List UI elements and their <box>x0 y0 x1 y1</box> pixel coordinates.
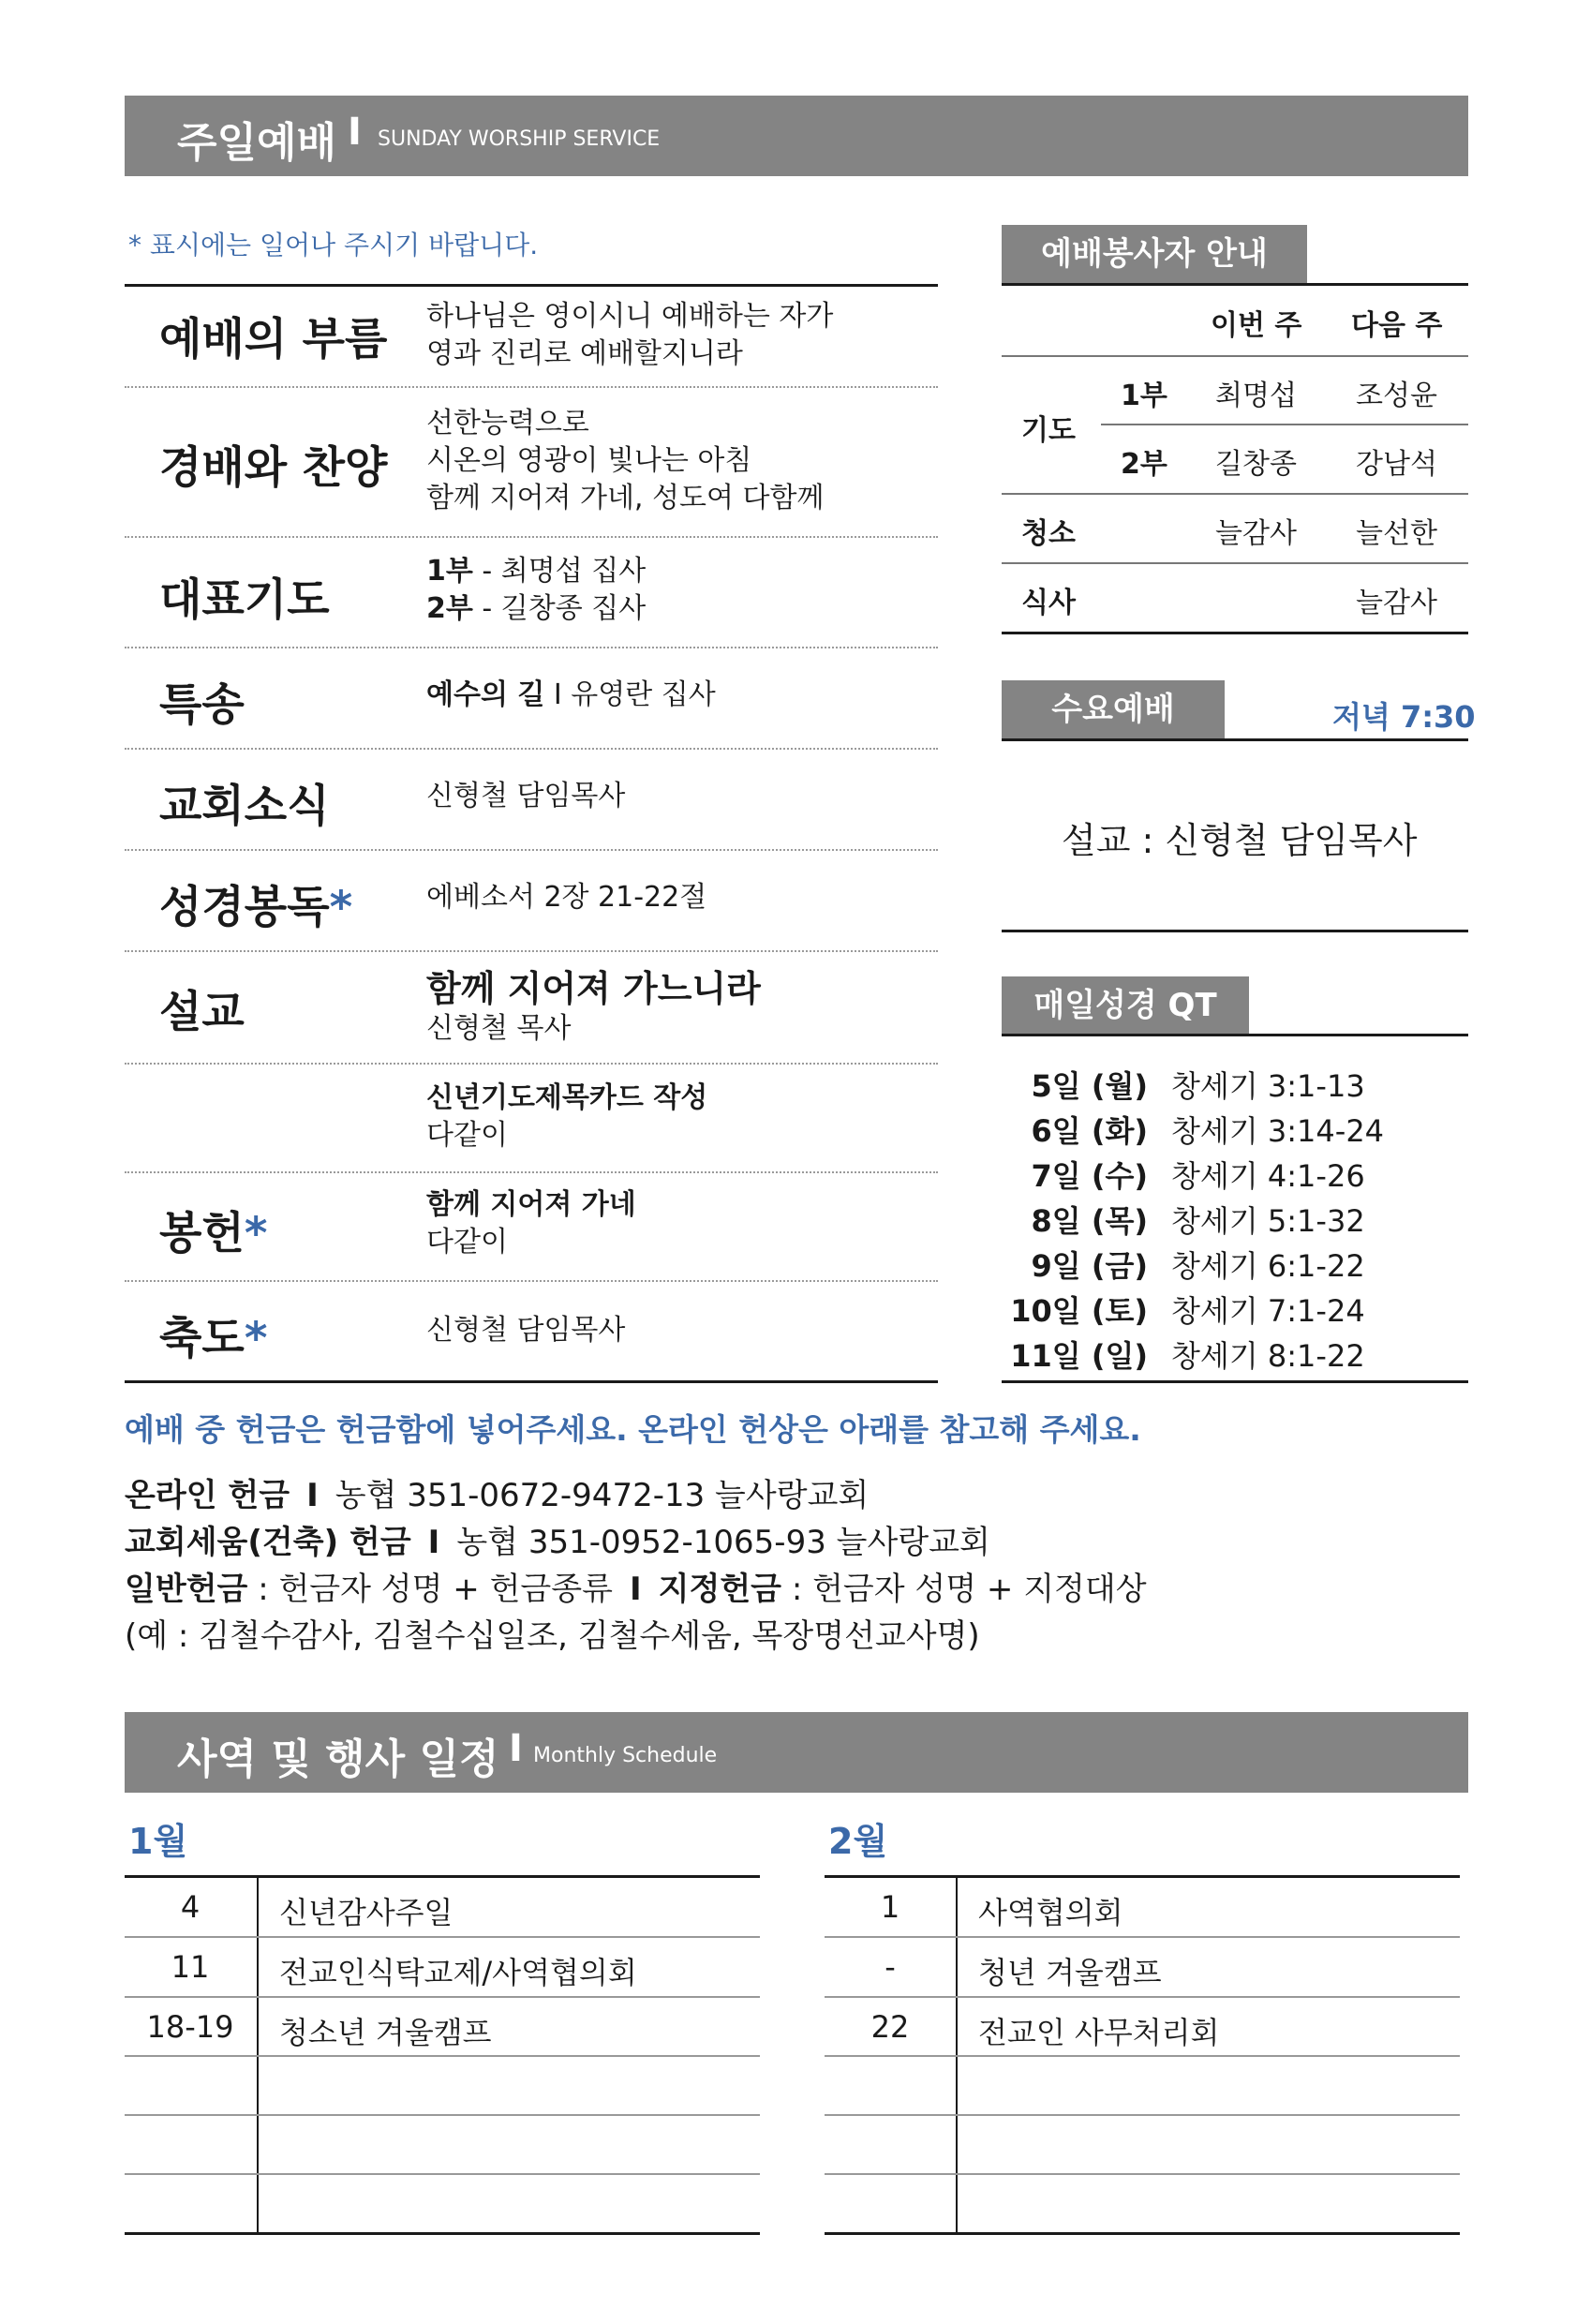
qt-ref: 창세기 4:1-26 <box>1171 1158 1365 1194</box>
title-separator: I <box>509 1727 523 1770</box>
schedule-title: 사역 및 행사 일정 <box>177 1736 499 1783</box>
offering-example: (예 : 김철수감사, 김철수십일조, 김철수세움, 목장명선교사명) <box>125 1617 980 1655</box>
rule <box>125 2055 760 2057</box>
order-title: 교회소식 <box>159 781 330 832</box>
order-body <box>426 778 625 815</box>
jan-date: 18-19 <box>146 2009 234 2045</box>
divider <box>125 647 938 648</box>
order-title: 설교 <box>159 987 245 1038</box>
rule <box>825 1996 1460 1998</box>
divider <box>125 1171 938 1173</box>
order-line: 함께 지어져 가네, 성도여 다함께 <box>426 482 825 514</box>
qt-ref: 창세기 8:1-22 <box>1171 1338 1365 1374</box>
rule <box>825 1936 1460 1938</box>
month-jan: 1월 <box>128 1821 188 1862</box>
jan-event: 신년감사주일 <box>279 1895 453 1930</box>
offering-notice: 예배 중 헌금은 헌금함에 넣어주세요. 온라인 헌상은 아래를 참고해 주세요. <box>125 1411 1141 1448</box>
schedule-title-en: Monthly Schedule <box>533 1744 718 1767</box>
sermon-title: 함께 지어져 가느니라 <box>426 968 761 1009</box>
feb-date: 1 <box>880 1889 900 1925</box>
qt-day: 6일 (화) <box>1031 1113 1148 1149</box>
month-feb: 2월 <box>828 1821 888 1862</box>
order-body <box>426 1186 636 1261</box>
qt-ref: 창세기 6:1-22 <box>1171 1248 1365 1284</box>
divider <box>125 1063 938 1065</box>
qt-day: 9일 (금) <box>1031 1248 1148 1284</box>
qt-top-rule <box>1002 1034 1468 1036</box>
order-body <box>426 553 646 628</box>
order-line: 다같이 <box>426 1226 508 1259</box>
qt-day: 10일 (토) <box>1010 1293 1148 1329</box>
rule <box>125 2173 760 2175</box>
qt-tab: 매일성경 QT <box>1002 976 1249 1035</box>
order-line: 신형철 담임목사 <box>426 1314 626 1347</box>
jan-date: 11 <box>171 1949 210 1985</box>
qt-bottom-rule <box>1002 1380 1468 1383</box>
feb-date: - <box>885 1949 896 1985</box>
stand-star: * <box>329 882 353 933</box>
order-line: 다같이 <box>426 1119 508 1152</box>
order-title: 축도* <box>159 1313 268 1364</box>
qt-day: 5일 (월) <box>1031 1068 1148 1104</box>
servant-this: 늘감사 <box>1215 517 1297 550</box>
order-line: 영과 진리로 예배할지니라 <box>426 337 743 370</box>
qt-ref: 창세기 3:1-13 <box>1171 1068 1365 1104</box>
rule <box>1002 562 1468 564</box>
order-body <box>426 677 716 714</box>
rule <box>125 1936 760 1938</box>
rule <box>825 2114 1460 2116</box>
prayer-label: 기도 <box>1021 414 1076 447</box>
standing-note: * 표시에는 일어나 주시기 바랍니다. <box>128 230 539 261</box>
order-line: 선한능력으로 <box>426 407 589 439</box>
divider <box>125 1280 938 1282</box>
stand-star: * <box>244 1208 268 1259</box>
rule <box>125 1996 760 1998</box>
part-label: 1부 <box>1121 380 1167 412</box>
building-offering: 교회세움(건축) 헌금 I 농협 351-0952-1065-93 늘사랑교회 <box>125 1524 990 1561</box>
qt-day: 8일 (목) <box>1031 1203 1148 1239</box>
order-title: 성경봉독* <box>159 882 353 933</box>
servant-this: 최명섭 <box>1215 380 1297 412</box>
col-this-week: 이번 주 <box>1211 309 1302 342</box>
order-line: 에베소서 2장 21-22절 <box>426 881 707 914</box>
rule <box>825 2173 1460 2175</box>
servant-next: 조성윤 <box>1356 380 1437 412</box>
order-line: 신년기도제목카드 작성 <box>426 1081 708 1114</box>
qt-ref: 창세기 7:1-24 <box>1171 1293 1365 1329</box>
servants-tab: 예배봉사자 안내 <box>1002 225 1307 283</box>
order-body <box>426 879 706 916</box>
stand-star: * <box>244 1313 268 1364</box>
order-body <box>426 405 824 517</box>
order-line: 1부 - 최명섭 집사 <box>426 555 647 588</box>
wednesday-top-rule <box>1002 738 1468 741</box>
divider <box>125 386 938 388</box>
order-bottom-rule <box>125 1380 938 1383</box>
order-line: 예수의 길 I 유영란 집사 <box>426 678 716 711</box>
order-line: 신형철 목사 <box>426 1012 572 1045</box>
divider <box>125 950 938 952</box>
order-line: 하나님은 영이시니 예배하는 자가 <box>426 300 834 333</box>
order-line: 2부 - 길창종 집사 <box>426 592 647 625</box>
col-next-week: 다음 주 <box>1351 309 1443 342</box>
rule <box>825 2055 1460 2057</box>
rule <box>1002 355 1468 357</box>
servant-next: 강남석 <box>1356 448 1437 481</box>
order-body <box>426 1312 625 1349</box>
wednesday-time: 저녁 7:30 <box>1332 699 1476 735</box>
servants-top-rule <box>1002 283 1468 286</box>
meal-label: 식사 <box>1021 587 1076 619</box>
schedule-banner <box>125 1712 1468 1793</box>
order-title: 대표기도 <box>159 574 330 626</box>
order-body <box>426 1080 707 1155</box>
worship-banner <box>125 96 1468 176</box>
wednesday-sermon: 설교 : 신형철 담임목사 <box>1062 820 1418 861</box>
jan-bottom-rule <box>125 2232 760 2235</box>
feb-top-rule <box>825 1875 1460 1878</box>
clean-label: 청소 <box>1021 517 1076 550</box>
online-offering: 온라인 헌금 I 농협 351-0672-9472-13 늘사랑교회 <box>125 1477 870 1514</box>
divider <box>125 536 938 538</box>
qt-day: 7일 (수) <box>1031 1158 1148 1194</box>
jan-date: 4 <box>180 1889 201 1925</box>
order-line: 시온의 영광이 빛나는 아침 <box>426 444 752 477</box>
order-body <box>426 967 761 1048</box>
part-label: 2부 <box>1121 448 1167 481</box>
wednesday-tab: 수요예배 <box>1002 680 1225 738</box>
wednesday-bottom-rule <box>1002 930 1468 932</box>
order-title: 봉헌* <box>159 1208 268 1259</box>
servant-next: 늘감사 <box>1356 587 1437 619</box>
qt-day: 11일 (일) <box>1010 1338 1148 1374</box>
feb-event: 청년 겨울캠프 <box>978 1955 1162 1990</box>
qt-ref: 창세기 5:1-32 <box>1171 1203 1365 1239</box>
order-title: 특송 <box>159 679 245 731</box>
rule <box>1002 493 1468 495</box>
servants-bottom-rule <box>1002 632 1468 634</box>
jan-event: 청소년 겨울캠프 <box>279 2015 492 2050</box>
order-top-rule <box>125 284 938 287</box>
feb-event: 사역협의회 <box>978 1895 1123 1930</box>
title-separator: I <box>348 111 362 154</box>
order-title: 경배와 찬양 <box>159 442 388 494</box>
worship-title: 주일예배 <box>177 119 337 167</box>
servant-this: 길창종 <box>1215 448 1297 481</box>
jan-top-rule <box>125 1875 760 1878</box>
order-body <box>426 298 833 373</box>
jan-event: 전교인식탁교제/사역협의회 <box>279 1955 637 1990</box>
divider <box>125 748 938 750</box>
order-title: 예배의 부름 <box>159 314 388 365</box>
divider <box>125 849 938 851</box>
feb-date: 22 <box>870 2009 910 2045</box>
rule <box>1101 424 1468 425</box>
feb-event: 전교인 사무처리회 <box>978 2015 1220 2050</box>
qt-ref: 창세기 3:14-24 <box>1171 1113 1385 1149</box>
offering-naming: 일반헌금 : 헌금자 성명 + 헌금종류 I 지정헌금 : 헌금자 성명 + 지정대상 <box>125 1571 1147 1608</box>
feb-bottom-rule <box>825 2232 1460 2235</box>
worship-title-en: SUNDAY WORSHIP SERVICE <box>378 127 661 151</box>
order-line: 신형철 담임목사 <box>426 780 626 812</box>
order-line: 함께 지어져 가네 <box>426 1188 636 1221</box>
rule <box>125 2114 760 2116</box>
servant-next: 늘선한 <box>1356 517 1437 550</box>
